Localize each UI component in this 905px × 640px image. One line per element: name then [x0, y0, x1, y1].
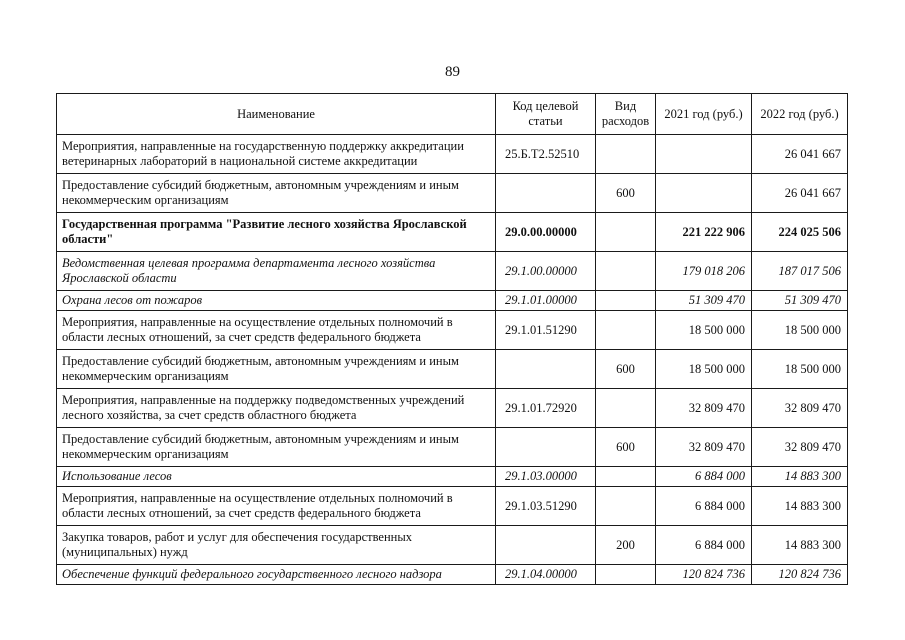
row-expense-cell [596, 389, 656, 428]
row-name-cell: Обеспечение функций федерального государственного лесного надзора [57, 565, 496, 585]
row-2021-cell: 32 809 470 [656, 428, 752, 467]
row-code-cell [496, 526, 596, 565]
row-name-cell: Ведомственная целевая программа департамента лесного хозяйства Ярославской области [57, 252, 496, 291]
row-expense-cell [596, 311, 656, 350]
row-code-cell: 29.1.01.00000 [496, 291, 596, 311]
row-expense-cell [596, 487, 656, 526]
row-2022-cell: 224 025 506 [752, 213, 848, 252]
row-2022-cell: 32 809 470 [752, 389, 848, 428]
row-code-cell: 29.0.00.00000 [496, 213, 596, 252]
row-2021-cell: 6 884 000 [656, 487, 752, 526]
table-row [57, 291, 848, 311]
table-row [57, 252, 848, 291]
table-row [57, 487, 848, 526]
row-2022-cell: 14 883 300 [752, 467, 848, 487]
row-expense-cell [596, 467, 656, 487]
table-row [57, 526, 848, 565]
row-2022-cell: 26 041 667 [752, 135, 848, 174]
row-code-cell: 29.1.04.00000 [496, 565, 596, 585]
row-name-cell: Государственная программа "Развитие лесного хозяйства Ярославской области" [57, 213, 496, 252]
table-row [57, 350, 848, 389]
row-name-cell: Мероприятия, направленные на государственную поддержку аккредитации ветеринарных лабораторий в национальной системе аккредитации [57, 135, 496, 174]
row-2022-cell: 18 500 000 [752, 311, 848, 350]
row-name-cell: Мероприятия, направленные на поддержку подведомственных учреждений лесного хозяйства, за счет средств областного бюджета [57, 389, 496, 428]
row-2022-cell: 14 883 300 [752, 526, 848, 565]
row-2021-cell: 32 809 470 [656, 389, 752, 428]
row-2021-cell: 6 884 000 [656, 526, 752, 565]
row-code-cell: 29.1.00.00000 [496, 252, 596, 291]
column-header-expense: Вид расходов [596, 94, 656, 135]
row-expense-cell: 200 [596, 526, 656, 565]
row-code-cell [496, 350, 596, 389]
row-expense-cell [596, 252, 656, 291]
row-code-cell: 25.Б.Т2.52510 [496, 135, 596, 174]
table-row [57, 428, 848, 467]
row-code-cell [496, 174, 596, 213]
row-name-cell: Предоставление субсидий бюджетным, автономным учреждениям и иным некоммерческим организациям [57, 350, 496, 389]
row-2021-cell: 179 018 206 [656, 252, 752, 291]
table-row [57, 565, 848, 585]
row-code-cell [496, 428, 596, 467]
row-expense-cell [596, 135, 656, 174]
table-row [57, 467, 848, 487]
row-2021-cell: 221 222 906 [656, 213, 752, 252]
row-2022-cell: 18 500 000 [752, 350, 848, 389]
row-2022-cell: 51 309 470 [752, 291, 848, 311]
column-header-2022: 2022 год (руб.) [752, 94, 848, 135]
row-code-cell: 29.1.03.00000 [496, 467, 596, 487]
column-header-code: Код целевой статьи [496, 94, 596, 135]
row-2022-cell: 14 883 300 [752, 487, 848, 526]
row-2021-cell [656, 174, 752, 213]
row-expense-cell: 600 [596, 174, 656, 213]
row-2022-cell: 32 809 470 [752, 428, 848, 467]
row-expense-cell: 600 [596, 350, 656, 389]
row-2022-cell: 120 824 736 [752, 565, 848, 585]
page-number: 89 [445, 64, 460, 80]
row-expense-cell: 600 [596, 428, 656, 467]
row-code-cell: 29.1.01.72920 [496, 389, 596, 428]
row-expense-cell [596, 291, 656, 311]
row-2021-cell: 18 500 000 [656, 311, 752, 350]
row-name-cell: Закупка товаров, работ и услуг для обеспечения государственных (муниципальных) нужд [57, 526, 496, 565]
row-2021-cell: 120 824 736 [656, 565, 752, 585]
column-header-2021: 2021 год (руб.) [656, 94, 752, 135]
row-name-cell: Предоставление субсидий бюджетным, автономным учреждениям и иным некоммерческим организациям [57, 174, 496, 213]
table-body [57, 135, 848, 585]
row-2022-cell: 187 017 506 [752, 252, 848, 291]
row-code-cell: 29.1.01.51290 [496, 311, 596, 350]
table-row [57, 311, 848, 350]
table-row [57, 135, 848, 174]
row-name-cell: Мероприятия, направленные на осуществление отдельных полномочий в области лесных отношений, за счет средств федерального бюджета [57, 487, 496, 526]
table-header-row [57, 94, 848, 135]
table-row [57, 174, 848, 213]
row-2021-cell: 18 500 000 [656, 350, 752, 389]
row-expense-cell [596, 213, 656, 252]
row-2021-cell [656, 135, 752, 174]
row-2021-cell: 51 309 470 [656, 291, 752, 311]
budget-table [56, 93, 848, 585]
row-name-cell: Мероприятия, направленные на осуществление отдельных полномочий в области лесных отношений, за счет средств федерального бюджета [57, 311, 496, 350]
table-row [57, 389, 848, 428]
row-code-cell: 29.1.03.51290 [496, 487, 596, 526]
row-2022-cell: 26 041 667 [752, 174, 848, 213]
row-2021-cell: 6 884 000 [656, 467, 752, 487]
row-name-cell: Использование лесов [57, 467, 496, 487]
column-header-name: Наименование [57, 94, 496, 135]
table-row [57, 213, 848, 252]
row-name-cell: Охрана лесов от пожаров [57, 291, 496, 311]
row-name-cell: Предоставление субсидий бюджетным, автономным учреждениям и иным некоммерческим организациям [57, 428, 496, 467]
row-expense-cell [596, 565, 656, 585]
